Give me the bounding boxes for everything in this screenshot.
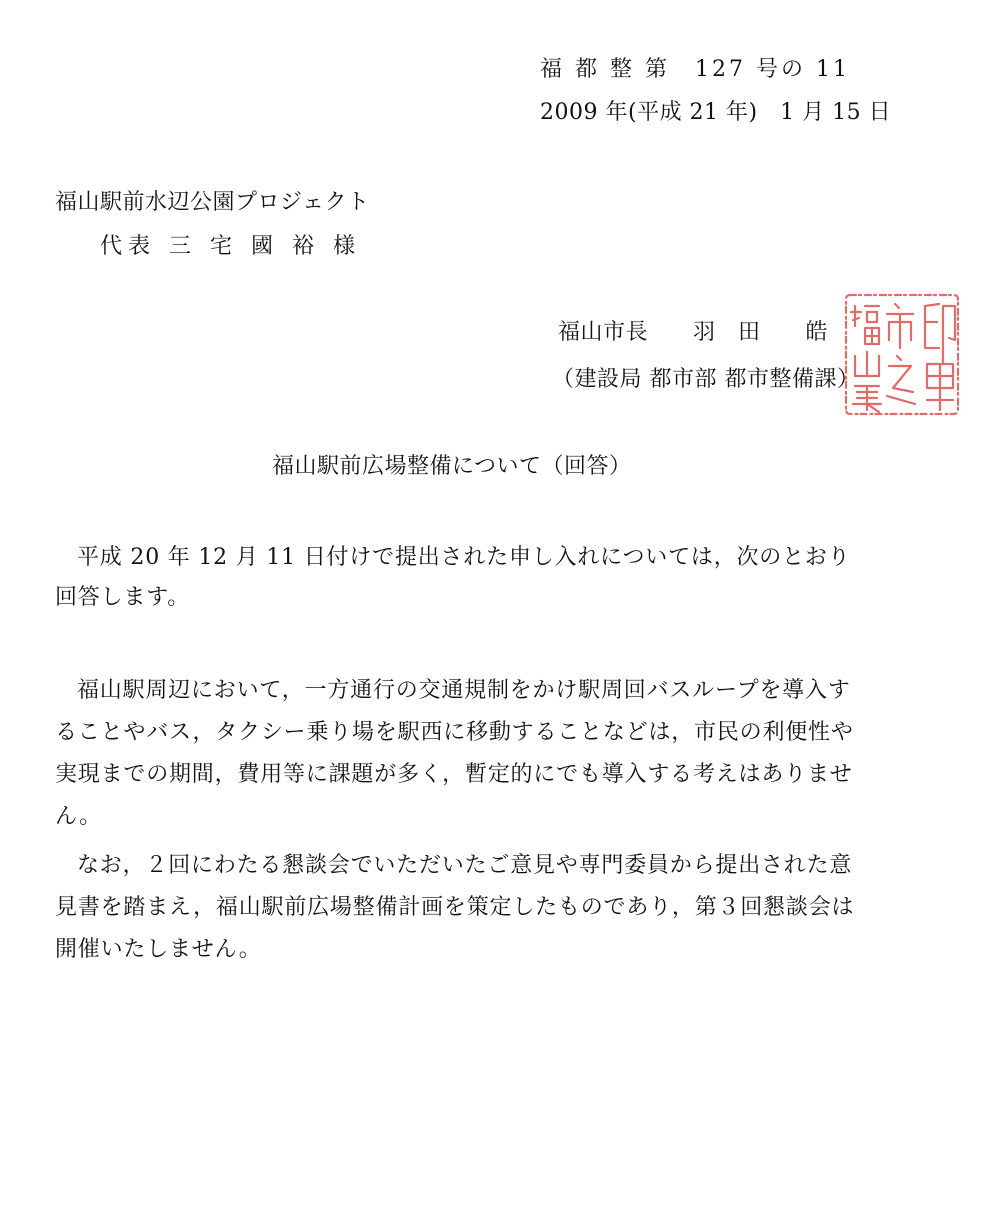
body-paragraph-1: 平成 20 年 12 月 11 日付けで提出された申し入れについては，次のとおり回答します。 <box>55 545 851 610</box>
sender-title: 福山市長 羽 田 皓 <box>558 320 829 345</box>
body-paragraph-3: なお，２回にわたる懇談会でいただいたご意見や専門委員から提出された意見書を踏まえ，福山駅前広場整備計画を策定したものであり，第３回懇談会は開催いたしません。 <box>55 853 855 962</box>
sender-department: （建設局 都市部 都市整備課） <box>552 367 860 392</box>
reference-number: 福 都 整 第 127 号の 11 <box>540 57 850 82</box>
recipient-name: 代表 三 宅 國 裕 様 <box>100 234 361 259</box>
recipient-organization: 福山駅前水辺公園プロジェクト <box>55 190 370 215</box>
official-seal-icon <box>843 292 961 417</box>
body-paragraph-2: 福山駅周辺において，一方通行の交通規制をかけ駅周回バスループを導入することやバス，タクシー乗り場を駅西に移動することなどは，市民の利便性や実現までの期間，費用等に課題が多く，暫定的にでも導入する考えはありません。 <box>55 678 854 829</box>
document-date: 2009 年(平成 21 年) 1 月 15 日 <box>540 100 892 125</box>
document-subject: 福山駅前広場整備について（回答） <box>272 454 632 479</box>
